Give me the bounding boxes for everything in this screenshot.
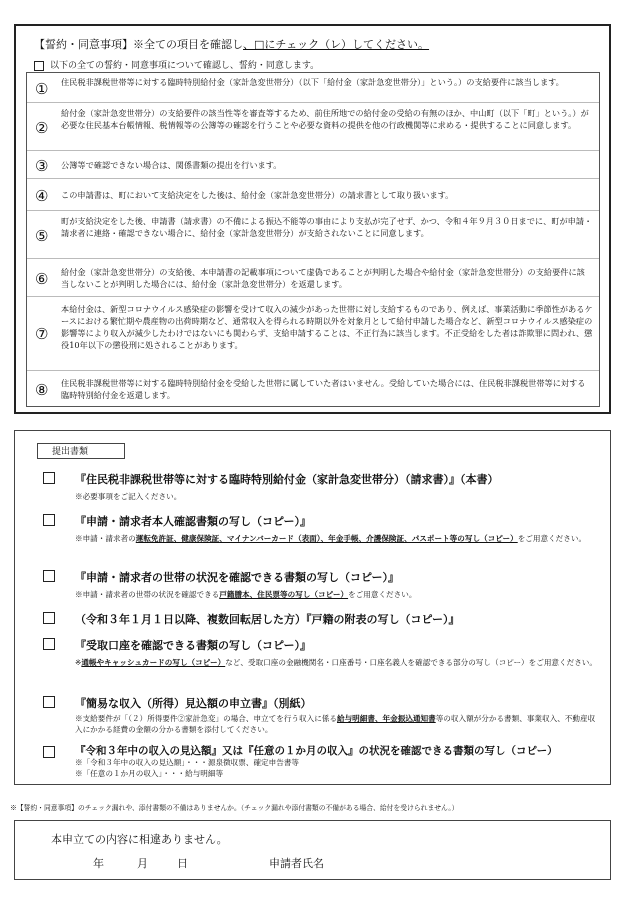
document-title: 『令和３年中の収入の見込額』又は『任意の１か月の収入』の状況を確認できる書類の写し（コピー） bbox=[75, 745, 558, 757]
pledge-item bbox=[27, 259, 599, 297]
pledge-item-number: ④ bbox=[35, 187, 49, 205]
document-note-text: など、受取口座の金融機関名・口座番号・口座名義人を確認できる部分の写し（コピー）をご用意ください。 bbox=[225, 658, 597, 667]
document-note-emphasis: 給与明細書、年金振込通知書 bbox=[336, 714, 436, 723]
document-note-text: ※ bbox=[75, 658, 82, 667]
document-title: 『申請・請求者本人確認書類の写し（コピー）』 bbox=[75, 515, 312, 528]
pledge-item-text: 給付金（家計急変世帯分）の支給後、本申請書の記載事項について虚偽であることが判明した場合や給付金（家計急変世帯分）の支給要件に該当しないことが判明した場合には、給付金（家計急変世帯分）を返還します。 bbox=[61, 267, 585, 289]
pledge-item-text: 給付金（家計急変世帯分）の支給要件の該当性等を審査等するため、前住所地での給付金の受給の有無のほか、中山町（以下「町」という。）が必要な住民基本台帳情報、税情報等の公簿等の確認を行うことや必要な資料の提供を他の行政機関等に求める・提供することに同意します。 bbox=[61, 108, 589, 130]
document-checkbox[interactable] bbox=[43, 746, 55, 758]
document-note bbox=[75, 657, 600, 668]
document-note-text: ※申請・請求者の bbox=[75, 534, 136, 543]
pledge-item-number: ⑥ bbox=[35, 270, 49, 288]
document-title: （令和３年１月１日以降、複数回転居した方）『戸籍の附表の写し（コピー）』 bbox=[75, 613, 460, 626]
all-confirm-label: 以下の全ての誓約・同意事項について確認し、誓約・同意します。 bbox=[50, 61, 320, 71]
applicant-name-field[interactable]: 申請者氏名 bbox=[269, 857, 324, 870]
document-note-emphasis: 運転免許証、健康保険証、マイナンバーカード（表面）、年金手帳、介護保険証、パスポート等の写し（コピー） bbox=[135, 534, 518, 543]
declaration-statement: 本申立ての内容に相違ありません。 bbox=[51, 833, 228, 846]
document-note: ※必要事項をご記入ください。 bbox=[75, 492, 182, 501]
document-checkbox[interactable] bbox=[43, 638, 55, 650]
document-note-text: 等の収入額が分かる書類、事業収入、不動産収入にかかる経費の金額の分かる書類を添付してください。 bbox=[75, 714, 596, 734]
pledge-item-number: ⑦ bbox=[35, 325, 49, 343]
pledge-item-number: ⑤ bbox=[35, 227, 49, 245]
document-checkbox[interactable] bbox=[43, 570, 55, 582]
document-checkbox[interactable] bbox=[43, 514, 55, 526]
pledge-items-list bbox=[26, 72, 600, 407]
document-note bbox=[75, 713, 600, 735]
pledge-item-number: ③ bbox=[35, 157, 49, 175]
pledge-header-prefix: 【誓約・同意事項】※全ての項目を確認し bbox=[34, 38, 243, 51]
pledge-item bbox=[27, 103, 599, 151]
document-note-text: をご用意ください。 bbox=[348, 590, 417, 599]
pledge-item bbox=[27, 211, 599, 259]
document-checkbox[interactable] bbox=[43, 472, 55, 484]
pledge-header-suffix: 、□にチェック（レ）してください。 bbox=[243, 38, 430, 51]
pledge-item-number: ② bbox=[35, 119, 49, 137]
document-note bbox=[75, 533, 600, 544]
footnote: ※【誓約・同意事項】のチェック漏れや、添付書類の不備はありませんか。（チェック漏れや添付書類の不備がある場合、給付を受けられません。） bbox=[10, 804, 459, 812]
pledge-item-number: ⑧ bbox=[35, 381, 49, 399]
pledge-item-text: 住民税非課税世帯等に対する臨時特別給付金（家計急変世帯分）（以下「給付金（家計急変世帯分）」という。）の支給要件に該当します。 bbox=[61, 77, 564, 87]
all-confirm-checkbox[interactable] bbox=[34, 61, 44, 71]
all-confirm-row[interactable] bbox=[34, 58, 319, 71]
pledge-item bbox=[27, 371, 599, 408]
pledge-item bbox=[27, 179, 599, 211]
document-title: 『住民税非課税世帯等に対する臨時特別給付金（家計急変世帯分）（請求書）』（本書） bbox=[75, 473, 499, 486]
pledge-item-text: 本給付金は、新型コロナウイルス感染症の影響を受けて収入の減少があった世帯に対し支給するものであり、例えば、事業活動に季節性があるケースにおける繁忙期や農産物の出荷時期など、通常収入を得られる時期以外を対象月として給付申請した場合など、新型コロナウイルス感染症の影響等により収入が減少したわけではないにも関わらず、支給申請することは、不正行為に該当します。不正受給をした者は詐欺罪に問われ、懲役10年以下の懲役刑に処されることがあります。 bbox=[61, 304, 593, 350]
document-note-text: ※支給要件が「（２）所得要件②家計急変」の場合、申立てを行う収入に係る bbox=[75, 714, 337, 723]
document-note-text: をご用意ください。 bbox=[517, 534, 587, 543]
pledge-item-text: 住民税非課税世帯等に対する臨時特別給付金を受給した世帯に属していた者はいません。受給していた場合には、住民税非課税世帯等に対する臨時特別給付金を返還します。 bbox=[61, 378, 586, 400]
pledge-item bbox=[27, 73, 599, 103]
declaration-section bbox=[14, 820, 611, 880]
documents-section bbox=[14, 430, 611, 785]
document-checkbox[interactable] bbox=[43, 612, 55, 624]
pledge-header bbox=[34, 36, 429, 52]
document-note-text: ※「任意の１か月の収入」・・・給与明細等 bbox=[75, 769, 224, 778]
pledge-item-text: この申請書は、町において支給決定をした後は、給付金（家計急変世帯分）の請求書として取り扱います。 bbox=[61, 190, 454, 200]
day-field[interactable]: 日 bbox=[177, 857, 188, 870]
document-note-text: ※申請・請求者の世帯の状況を確認できる bbox=[75, 590, 220, 599]
document-note bbox=[75, 589, 600, 600]
document-title: 『受取口座を確認できる書類の写し（コピー）』 bbox=[75, 639, 312, 652]
document-note bbox=[75, 757, 600, 779]
pledge-item-text: 町が支給決定をした後、申請書（請求書）の不備による振込不能等の事由により支払が完了せず、かつ、令和４年９月３０日までに、町が申請・請求者に連絡・確認できない場合に、給付金（家計急変世帯分）が支給されないことに同意します。 bbox=[61, 216, 593, 238]
pledge-item bbox=[27, 151, 599, 179]
documents-label: 提出書類 bbox=[37, 443, 125, 459]
document-note-text: ※「令和３年中の収入の見込額」・・・源泉徴収票、確定申告書等 bbox=[75, 758, 300, 767]
pledge-item bbox=[27, 297, 599, 371]
pledge-section bbox=[14, 24, 611, 414]
document-checkbox[interactable] bbox=[43, 696, 55, 708]
pledge-item-text: 公簿等で確認できない場合は、関係書類の提出を行います。 bbox=[61, 160, 282, 170]
document-note-emphasis: 戸籍謄本、住民票等の写し（コピー） bbox=[219, 590, 349, 599]
document-title: 『簡易な収入（所得）見込額の申立書』（別紙） bbox=[75, 697, 312, 710]
month-field[interactable]: 月 bbox=[137, 857, 148, 870]
pledge-item-number: ① bbox=[35, 80, 49, 98]
document-title: 『申請・請求者の世帯の状況を確認できる書類の写し（コピー）』 bbox=[75, 571, 400, 584]
year-field[interactable]: 年 bbox=[93, 857, 104, 870]
document-note-emphasis: 通帳やキャッシュカードの写し（コピー） bbox=[81, 658, 226, 667]
